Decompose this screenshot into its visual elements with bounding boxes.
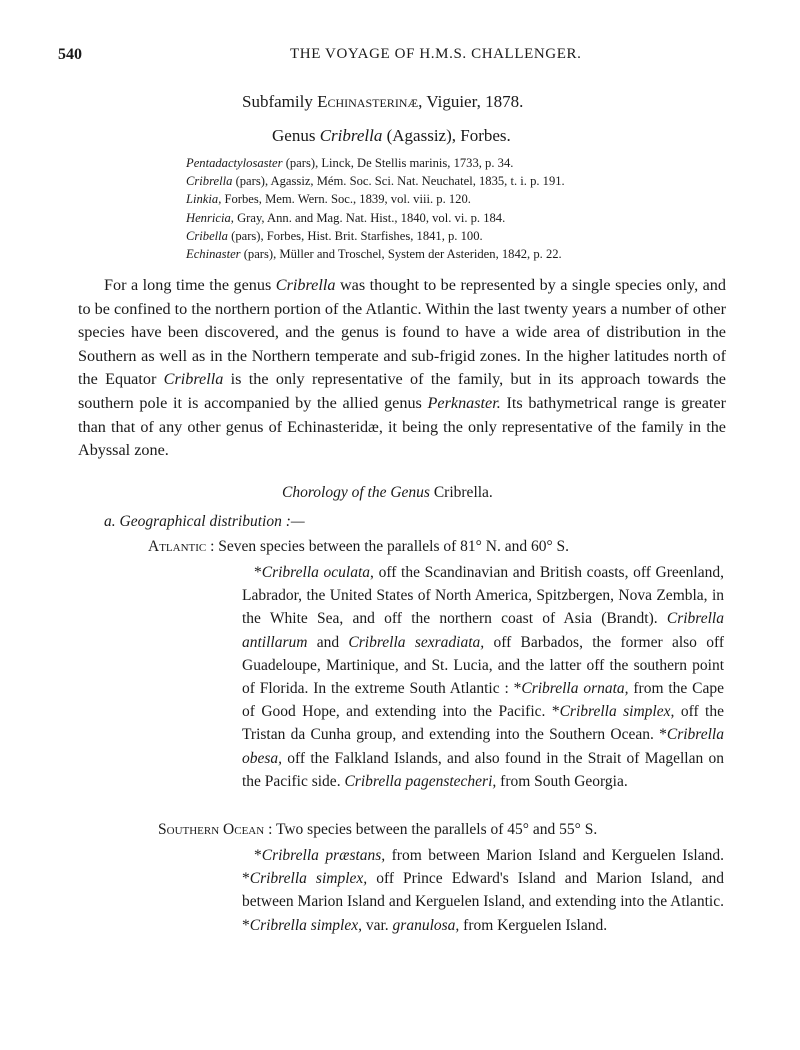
intro-paragraph: For a long time the genus Cribrella was thought to be represented by a single species only, and to be confined to the northern portion of the Atlantic. Within the last twenty years a number of other species have been discovered, and the genus is found to have a wide area of distribution in the Southern as well as in the Northern temperate and sub-frigid zones. In the higher latitudes north of the Equator Cribrella is the only representative of the family, but in its approach towards the southern pole it is accompanied by the allied genus Perknaster. Its bathymetrical range is greater than that of any other genus of Echinasteridæ, it being the only representative of the family in the Abyssal zone.	[78, 276, 726, 460]
genus-heading: Genus Cribrella (Agassiz), Forbes.	[272, 126, 511, 145]
synonym-entry: Henricia, Gray, Ann. and Mag. Nat. Hist., 1840, vol. vi. p. 184.	[186, 210, 506, 225]
page-header	[58, 46, 748, 68]
running-title: THE VOYAGE OF H.M.S. CHALLENGER.	[290, 46, 582, 62]
geographical-distribution-label: a. Geographical distribution :—	[104, 513, 305, 530]
synonym-entry: Cribrella (pars), Agassiz, Mém. Soc. Sci. Nat. Neuchatel, 1835, t. i. p. 191.	[186, 174, 565, 189]
atlantic-species-block: *Cribrella oculata, off the Scandinavian and British coasts, off Greenland, Labrador, the United States of North America, Spitzbergen, Nova Zembla, in the White Sea, and off the northern coast of Asia (Brandt). Cribrella antillarum and Cribrella sexradiata, off Barbados, the former also off Guadeloupe, Martinique, and St. Lucia, and the latter off the southern point of Florida. In the extreme South Atlantic : *Cribrella ornata, from the Cape of Good Hope, and extending into the Pacific. *Cribrella simplex, off the Tristan da Cunha group, and extending into the Southern Ocean. *Cribrella obesa, off the Falkland Islands, and also found in the Strait of Magellan on the Pacific side. Cribrella pagenstecheri, from South Georgia.	[242, 564, 724, 790]
synonym-entry: Cribella (pars), Forbes, Hist. Brit. Starfishes, 1841, p. 100.	[186, 228, 483, 243]
synonymy-list	[186, 154, 706, 263]
chorology-heading: Chorology of the Genus Cribrella.	[282, 484, 493, 501]
subfamily-heading: Subfamily Echinasterinæ, Viguier, 1878.	[242, 92, 524, 111]
page-number: 540	[58, 46, 82, 63]
atlantic-heading: Atlantic : Seven species between the parallels of 81° N. and 60° S.	[148, 538, 570, 555]
region-name: Southern Ocean	[158, 821, 265, 838]
region-name: Atlantic	[148, 538, 207, 555]
southern-ocean-heading: Southern Ocean : Two species between the parallels of 45° and 55° S.	[158, 821, 598, 838]
synonym-entry: Linkia, Forbes, Mem. Wern. Soc., 1839, vol. viii. p. 120.	[186, 192, 471, 207]
synonym-entry: Echinaster (pars), Müller and Troschel, System der Asteriden, 1842, p. 22.	[186, 247, 562, 262]
genus-name: Cribrella	[319, 126, 383, 145]
synonym-entry: Pentadactylosaster (pars), Linck, De Stellis marinis, 1733, p. 34.	[186, 156, 514, 170]
southern-ocean-species-block: *Cribrella præstans, from between Marion Island and Kerguelen Island. *Cribrella simplex, off Prince Edward's Island and Marion Island, and between Marion Island and Kerguelen Island, and extending into the Atlantic. *Cribrella simplex, var. granulosa, from Kerguelen Island.	[242, 847, 724, 934]
subfamily-name: Echinasterinæ	[317, 92, 419, 111]
